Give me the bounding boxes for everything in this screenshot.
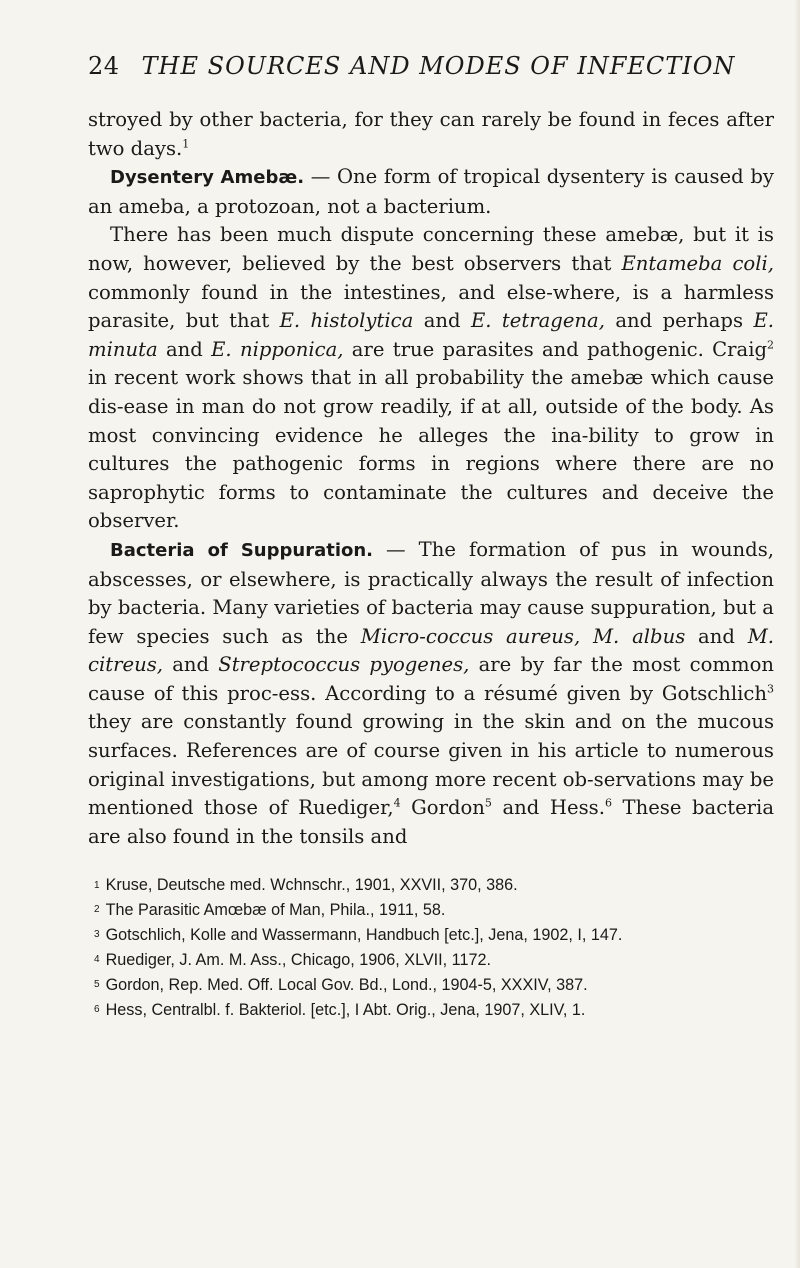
species-name: E. histolytica (279, 309, 414, 333)
footnote-ref: 1 (182, 137, 190, 151)
species-name: Micro-coccus aureus, M. albus (360, 624, 686, 648)
body-text (88, 106, 774, 851)
footnote-mark: 1 (94, 879, 100, 891)
footnote: 4 Ruediger, J. Am. M. Ass., Chicago, 1906, XLVII, 1172. (94, 950, 491, 969)
species-name: E. nipponica, (211, 337, 344, 361)
footnote: 5 Gordon, Rep. Med. Off. Local Gov. Bd., Lond., 1904-5, XXXIV, 387. (94, 975, 588, 994)
footnote-mark: 3 (94, 929, 100, 941)
section-heading-dysentery: Dysentery Amebæ. (110, 167, 305, 189)
footnote-mark: 4 (94, 954, 100, 966)
footnote-ref: 6 (604, 796, 612, 810)
footnotes (94, 873, 772, 1023)
page-edge-shadow (794, 0, 800, 1268)
footnote-ref: 5 (484, 796, 492, 810)
species-name: Entameba coli, (621, 251, 774, 275)
page-number: 24 (88, 52, 120, 80)
species-name: E. minuta (88, 309, 774, 361)
species-name: M. citreus, (88, 624, 774, 677)
footnote: 6 Hess, Centralbl. f. Bakteriol. [etc.], I Abt. Orig., Jena, 1907, XLIV, 1. (94, 1000, 586, 1019)
running-title: THE SOURCES AND MODES OF INFECTION (141, 52, 736, 80)
footnote-ref: 3 (767, 682, 774, 696)
running-header (88, 52, 768, 80)
paragraph-amebae: There has been much dispute concerning these amebæ, but it is now, however, believed by the best observers that Entameba coli, commonly found in the intestines, and else-where, is a harmless parasite, but that E. histolytica and E. tetragena, and perhaps E. minuta and E. nipponica, are true parasites and pathogenic. Craig$^2$ in recent work shows that in all probability the amebæ which cause dis-ease in man do not grow readily, if at all, outside of the body. As most convincing evidence he alleges the ina-bility to grow in cultures the pathogenic forms in regions where there are no saprophytic forms to contaminate the cultures and deceive the observer. (88, 223, 774, 533)
paragraph-continuation: stroyed by other bacteria, for they can rarely be found in feces after two days.$^1$ (88, 108, 774, 160)
footnote-ref: 4 (393, 796, 401, 810)
species-name: E. tetragena, (470, 309, 605, 333)
footnote: 2 The Parasitic Amœbæ of Man, Phila., 1911, 58. (94, 900, 446, 919)
footnote: 1 Kruse, Deutsche med. Wchnschr., 1901, XXVII, 370, 386. (94, 876, 518, 894)
footnote-mark: 6 (94, 1004, 100, 1016)
footnote-mark: 5 (94, 979, 100, 991)
paragraph-suppuration: Bacteria of Suppuration. — The formation of pus in wounds, abscesses, or elsewhere, is practically always the result of infection by bacteria. Many varieties of bacteria may cause suppuration, but a few species such as the Micro-coccus aureus, M. albus and M. citreus, and Streptococcus pyogenes, are by far the most common cause of this proc-ess. According to a résumé given by Gotschlich$^3$ they are constantly found growing in the skin and on the mucous surfaces. References are of course given in his article to numerous original investigations, but among more recent ob-servations may be mentioned those of Ruediger,$^4$ Gordon$^5$ and Hess.$^6$ These bacteria are also found in the tonsils and (88, 537, 775, 848)
footnote-mark: 2 (94, 904, 100, 916)
footnote-ref: 2 (767, 338, 774, 352)
species-name: Streptococcus pyogenes, (218, 653, 470, 677)
paragraph-dysentery: Dysentery Amebæ. — One form of tropical dysentery is caused by an ameba, a protozoan, not a bacterium. (88, 165, 774, 218)
section-heading-suppuration: Bacteria of Suppuration. (110, 539, 374, 561)
footnote: 3 Gotschlich, Kolle and Wassermann, Handbuch [etc.], Jena, 1902, I, 147. (94, 925, 623, 944)
